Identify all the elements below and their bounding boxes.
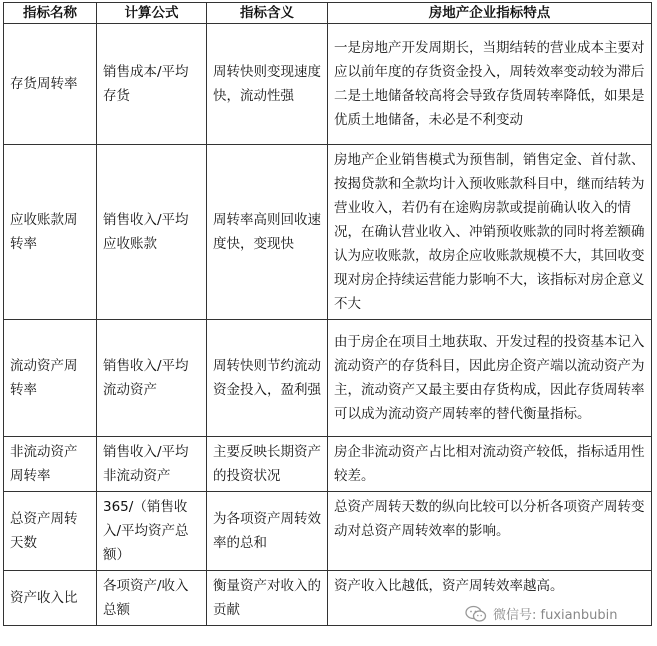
cell-name: 存货周转率: [4, 24, 97, 145]
cell-formula: 各项资产/收入总额: [97, 571, 207, 626]
cell-name: 应收账款周转率: [4, 145, 97, 320]
cell-feature: 资产收入比越低，资产周转效率越高。: [328, 571, 652, 626]
table-row: [4, 492, 652, 571]
table-header-row: [4, 3, 652, 24]
cell-feature: 总资产周转天数的纵向比较可以分析各项资产周转变动对总资产周转效率的影响。: [328, 492, 652, 571]
cell-meaning: 为各项资产周转效率的总和: [207, 492, 328, 571]
cell-meaning: 周转快则变现速度快，流动性强: [207, 24, 328, 145]
watermark: [465, 604, 617, 623]
cell-meaning: 周转率高则回收速度快，变现快: [207, 145, 328, 320]
cell-name: 流动资产周转率: [4, 320, 97, 437]
watermark-text: 微信号: fuxianbubin: [493, 608, 618, 623]
cell-formula: 365/（销售收入/平均资产总额）: [97, 492, 207, 571]
cell-feature: 由于房企在项目土地获取、开发过程的投资基本记入流动资产的存货科目，因此房企资产端以流动资产为主，流动资产又最主要由存货构成，因此存货周转率可以成为流动资产周转率的替代衡量指标。: [328, 320, 652, 437]
cell-feature: 房地产企业销售模式为预售制，销售定金、首付款、按揭贷款和全款均计入预收账款科目中，继而结转为营业收入，若仍有在途购房款或提前确认收入的情况，在确认营业收入、冲销预收账款的同时将差额确认为应收账款，故房企应收账款规模不大，其回收变现对房企持续运营能力影响不大，该指标对房企意义不大: [328, 145, 652, 320]
cell-name: 总资产周转天数: [4, 492, 97, 571]
cell-formula: 销售收入/平均流动资产: [97, 320, 207, 437]
header-feature: 房地产企业指标特点: [328, 3, 652, 24]
cell-meaning: 主要反映长期资产的投资状况: [207, 437, 328, 492]
header-indicator-name: 指标名称: [4, 3, 97, 24]
table-row: [4, 24, 652, 145]
table-row: [4, 437, 652, 492]
cell-name: 资产收入比: [4, 571, 97, 626]
cell-name: 非流动资产周转率: [4, 437, 97, 492]
cell-feature: 一是房地产开发周期长，当期结转的营业成本主要对应以前年度的存货资金投入，周转效率变动较为滞后 二是土地储备较高将会导致存货周转率降低，如果是优质土地储备，未必是不利变动: [328, 24, 652, 145]
table-row: [4, 145, 652, 320]
header-formula: 计算公式: [97, 3, 207, 24]
cell-meaning: 周转快则节约流动资金投入，盈利强: [207, 320, 328, 437]
cell-formula: 销售收入/平均应收账款: [97, 145, 207, 320]
table-row: [4, 320, 652, 437]
cell-formula: 销售成本/平均存货: [97, 24, 207, 145]
cell-formula: 销售收入/平均非流动资产: [97, 437, 207, 492]
indicator-table: [3, 2, 652, 626]
header-meaning: 指标含义: [207, 3, 328, 24]
cell-meaning: 衡量资产对收入的贡献: [207, 571, 328, 626]
wechat-icon: [465, 605, 487, 623]
cell-feature: 房企非流动资产占比相对流动资产较低，指标适用性较差。: [328, 437, 652, 492]
